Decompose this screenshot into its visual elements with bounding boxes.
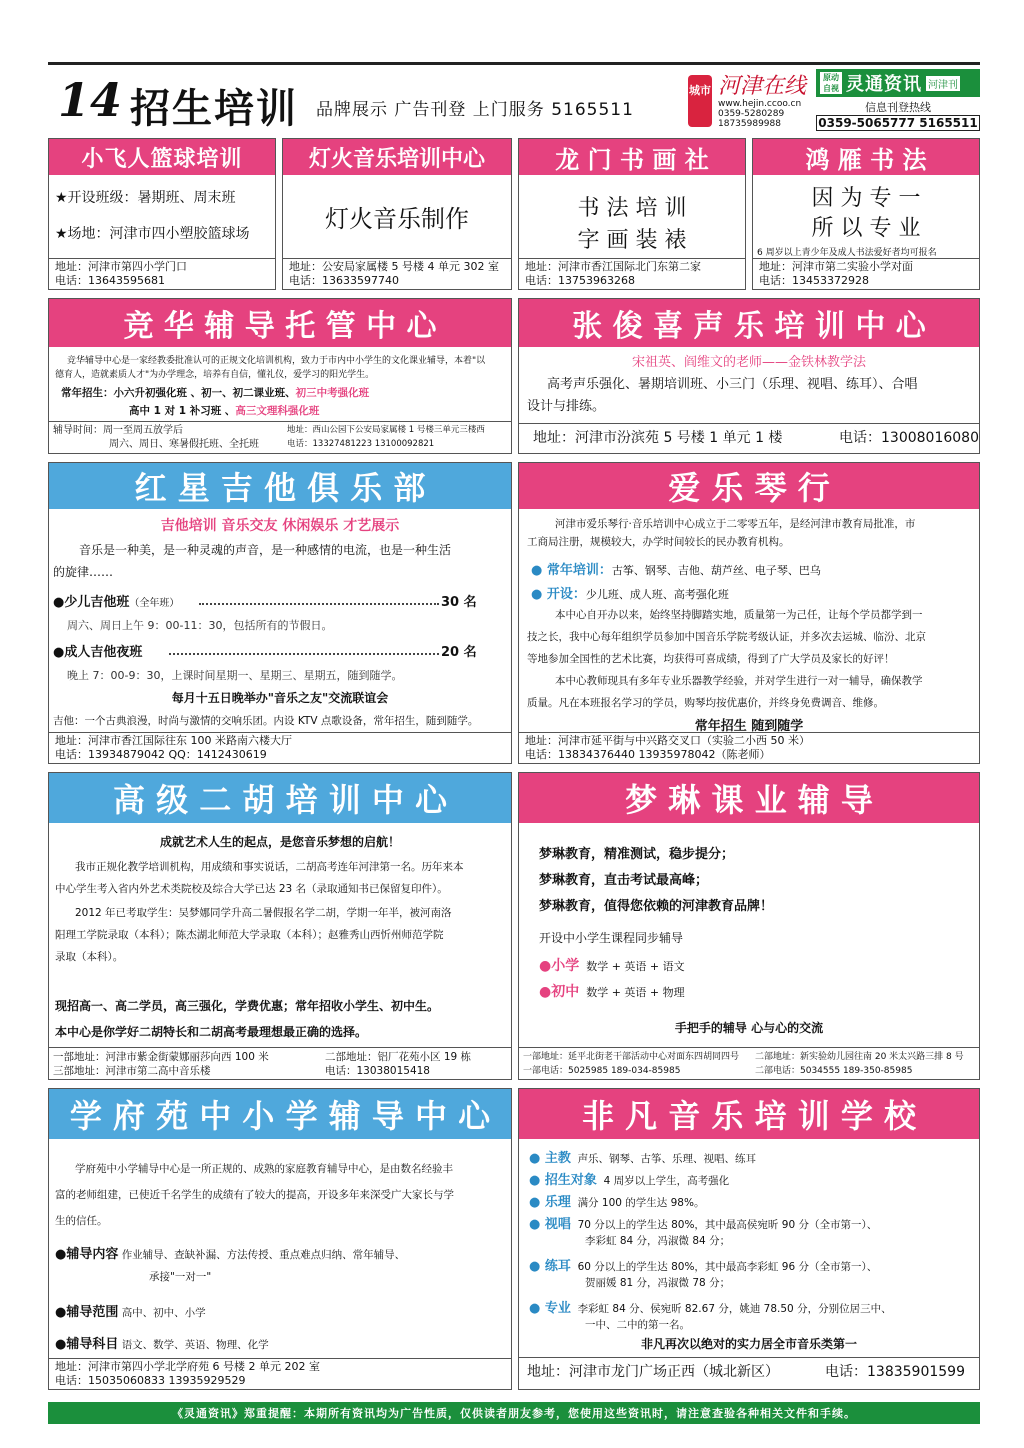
ad-contact [283,258,511,289]
ad-intro: 工商局注册，规模较大，办学时间较长的民办教育机构。 [527,536,790,548]
row-value: 4 周岁以上学生，高考强化 [603,1175,730,1187]
dot-leader [169,641,439,655]
row-value: 60 分以上的学生达 80%，其中最高李彩虹 96 分（全市第一）、 [577,1261,878,1273]
ad-body: 的旋律…… [53,565,114,579]
ad-time: 周六、周日、寒暑假托班、全托班 [109,439,259,450]
ad-para: 本中心是你学好二胡特长和二胡高考最理想最正确的选择。 [55,1025,368,1039]
ad-phone: 电话：13643595681 [55,274,165,287]
row-value: 李彩虹 84 分、侯宛昕 82.67 分，姚迪 78.50 分，分别位居三中、 [577,1303,892,1315]
ad-para: 质量。凡在本班报名学习的学员，购琴均按优惠价，并终身免费调音、维修。 [527,697,884,709]
ad-contact [519,1357,979,1389]
ad-address: 三部地址：河津市第二高中音乐楼 [53,1065,211,1077]
hejin-online-logo [688,69,816,129]
ad-address: 地址：西山公园下公安局家属楼 1 号楼三单元三楼西 [287,425,485,435]
row-value: 李彩虹 84 分，冯淑微 84 分； [585,1235,731,1247]
ad-time: 辅导时间：周一至周五放学后 [53,425,183,436]
ad-line: 字 画 装 裱 [577,228,687,253]
ad-address: 一部地址：延平北街老干部活动中心对面东四胡同四号 [523,1052,740,1062]
ad-erhu [48,772,512,1080]
course-label: ● 开设： [531,587,586,602]
ad-para: 富的老师组建，已使近千名学生的成绩有了较大的提高，开设多年来深受广大家长与学 [55,1189,454,1201]
ad-aile [518,462,980,764]
row-label: ● 主教 [529,1151,571,1166]
ad-title: 梦 琳 课 业 辅 导 [519,773,979,823]
row-value: 声乐、钢琴、古筝、乐理、视唱、练耳 [577,1153,757,1165]
class-name: ●成人吉他夜班 [53,645,143,660]
ad-hongyan [752,138,980,290]
ad-slogan: 手把手的辅导 心与心的交流 [674,1021,824,1035]
ad-line: 所 以 专 业 [811,216,921,241]
ad-title: 学 府 苑 中 小 学 辅 导 中 心 [49,1089,511,1139]
ad-line: ★场地：河津市四小塑胶篮球场 [55,226,250,242]
ad-title: 张 俊 喜 声 乐 培 训 中 心 [519,299,979,347]
ad-phone: 电话：13038015418 [325,1065,430,1077]
ad-closing: 非凡再次以绝对的实力居全市音乐类第一 [640,1337,857,1351]
course-list: 少儿班、成人班、高考强化班 [585,588,729,601]
ad-contact [753,258,979,289]
ad-subtitle: 吉他培训 音乐交友 休闲娱乐 才艺展示 [160,518,400,534]
ad-contact [519,1047,979,1079]
row-label: ● 乐理 [529,1195,571,1210]
logo2-hotline-label: 信息刊登热线 [865,101,931,114]
ad-hongxing [48,462,512,764]
ad-address: 地址：河津市汾滨苑 5 号楼 1 单元 1 楼 [533,430,783,446]
dot-leader [199,591,439,605]
logo1-name: 河津在线 [718,74,807,99]
ad-title: 爱 乐 琴 行 [519,463,979,509]
level-label: ●小学 [539,958,580,974]
ad-intro: 竞华辅导中心是一家经教委批准认可的正规文化培训机构，致力于市内中小学生的文化课业辅导，本着"以 [67,356,486,366]
row-value: 贺丽媛 81 分，冯淑微 78 分； [585,1277,731,1289]
ad-enroll: 常年招生 随到随学 [694,719,804,734]
ad-contact [49,1047,511,1079]
ad-main-text: 灯火音乐制作 [325,205,469,233]
ad-contact [49,258,275,289]
ad-phone: 电话：13835901599 [825,1364,965,1380]
class-count: 20 名 [441,645,477,660]
ad-address: 二部地址：新实验幼儿园往南 20 米太兴路三排 8 号 [755,1052,964,1062]
ad-title: 红 星 吉 他 俱 乐 部 [49,463,511,509]
lingtong-logo [816,69,980,131]
ad-body: 设计与排练。 [527,399,606,414]
ad-line: 因 为 专 一 [811,186,921,211]
ad-address: 地址：河津市延平街与中兴路交叉口（实验二小西 50 米） [525,734,810,747]
ad-address: 地址：河津市第二实验小学对面 [759,260,913,273]
ad-para: 2012 年已考取学生：吴梦娜同学升高二暑假报名学二胡，学期一年半，被河南洛 [75,907,452,919]
ad-title: 非 凡 音 乐 培 训 学 校 [519,1089,979,1139]
ad-line: 开设中小学生课程同步辅导 [539,931,684,945]
enroll-highlight: 高三文理科强化班 [235,405,320,417]
ad-line: 梦琳教育，值得您依赖的河津教育品牌！ [539,899,774,914]
ad-contact [49,1358,511,1389]
item-value: 承接"一对一" [149,1271,212,1283]
ad-address: 地址：河津市第四小学北学府苑 6 号楼 2 单元 202 室 [55,1360,320,1373]
ad-para: 等地参加全国性的艺术比赛，均获得可喜成绩，得到了广大学员及家长的好评！ [527,653,895,665]
ad-phone: 电话：13834376440 13935978042（陈老师） [525,748,771,761]
ad-note: 6 周岁以上青少年及成人书法爱好者均可报名 [757,248,937,258]
class-name: ●少儿吉他班 [53,595,130,610]
ad-para: 现招高一、高二学员，高三强化，学费优惠；常年招收小学生、初中生。 [55,999,440,1013]
logo1-phone2: 18735989988 [718,119,781,129]
ad-para: 本中心教师现具有多年专业乐器教学经验，并对学生进行一对一辅导，确保教学 [555,675,923,687]
ad-phone: 一部电话：5025985 189-034-85985 [523,1066,681,1076]
ad-contact [519,732,979,763]
class-count: 30 名 [441,595,477,610]
ad-contact [49,421,511,453]
enroll-classes: 高中 1 对 1 补习班 、 [129,405,236,417]
masthead-tagline: 品牌展示 广告刊登 上门服务 5165511 [316,100,634,120]
enroll-classes: 小六升初强化班 、初一、初二课业班、 [113,387,296,399]
ad-address: 地址：公安局家属楼 5 号楼 4 单元 302 室 [289,260,499,273]
ad-phone: 二部电话：5034555 189-350-85985 [755,1066,913,1076]
row-label: ● 专业 [529,1301,571,1316]
ad-address: 二部地址：铝厂花苑小区 19 栋 [325,1051,472,1063]
row-value: 满分 100 的学生达 98%。 [577,1197,705,1209]
ad-phone: 电话：13453372928 [759,274,869,287]
footer-notice: 《灵通资讯》郑重提醒：本期所有资讯均为广告性质，仅供读者朋友参考，您使用这些资讯时，请注意查验各种相关文件和手续。 [48,1402,980,1424]
logo1-phone1: 0359-5280289 [718,109,785,119]
ad-address: 一部地址：河津市紫金街蒙娜丽莎向西 100 米 [53,1051,269,1063]
row-label: ● 视唱 [529,1217,571,1232]
ad-para: 录取（本科）。 [55,951,124,963]
ad-phone: 电话：13327481223 13100092821 [287,439,435,449]
item-label: ●辅导科目 [55,1337,119,1352]
class-note: （全年班） [129,598,180,609]
ad-phone: 电话：15035060833 13935929529 [55,1374,246,1387]
ad-address: 地址：河津市龙门广场正西（城北新区） [527,1364,779,1380]
ad-contact [49,732,511,763]
ad-menglin [518,772,980,1080]
city-badge: 城市 [688,75,712,127]
logo1-url: www.hejin.ccoo.cn [718,99,802,109]
ad-title: 小飞人篮球培训 [49,139,275,175]
ad-title: 高 级 二 胡 培 训 中 心 [49,773,511,823]
ad-address: 地址：河津市第四小学门口 [55,260,187,273]
item-label: ●辅导范围 [55,1305,119,1320]
logo2-name: 灵通资讯 [846,74,922,95]
ad-address: 地址：河津市香江国际往东 100 米路南六楼大厅 [55,734,292,747]
logo2-hotline: 0359-5065777 5165511 [816,115,980,131]
ad-line: ★开设班级：暑期班、周末班 [55,190,236,206]
ad-title: 龙 门 书 画 社 [519,139,745,175]
ad-para: 阳理工学院录取（本科）；陈杰湖北师范大学录取（本科）；赵雅秀山西忻州师范学院 [55,929,444,941]
level-subjects: 数学 + 英语 + 语文 [586,960,685,973]
ad-address: 地址：河津市香江国际北门东第二家 [525,260,701,273]
ad-contact [519,423,979,453]
ad-body: 音乐是一种美，是一种灵魂的声音，是一种感情的电流，也是一种生活 [79,543,452,557]
item-value: 高中、初中、小学 [121,1307,206,1319]
ad-para: 技之长，我中心每年组织学员参加中国音乐学院考级认证，并多次去运城、临汾、北京 [527,631,926,643]
enroll-highlight: 初三中考强化班 [295,387,370,399]
item-label: ●辅导内容 [55,1247,119,1262]
row-value: 70 分以上的学生达 80%，其中最高侯宛昕 90 分（全市第一）、 [577,1219,878,1231]
row-label: ● 练耳 [529,1259,571,1274]
ad-title: 灯火音乐培训中心 [283,139,511,175]
ad-xiaofeiren [48,138,276,290]
enroll-label: 常年招生： [61,387,114,399]
ad-title: 竞 华 辅 导 托 管 中 心 [49,299,511,347]
ad-longmen [518,138,746,290]
ad-phone: 电话：13633597740 [289,274,399,287]
item-value: 语文、数学、英语、物理、化学 [121,1339,269,1351]
ad-xuefuyuan [48,1088,512,1390]
logo2-sub: 河津刊 [926,76,960,91]
ad-para: 中心学生考入省内外艺术类院校及综合大学已达 23 名（录取通知书已保留复印件）。 [55,883,448,895]
ad-para: 我市正规化教学培训机构，用成绩和事实说话，二胡高考连年河津第一名。历年来本 [75,861,464,873]
ad-subtitle: 宋祖英、阎维文的老师——金铁林教学法 [631,355,866,370]
ad-line: 书 法 培 训 [577,196,687,221]
ad-contact [519,258,745,289]
ad-title: 鸿 雁 书 法 [753,139,979,175]
ad-intro: 德育人，造就素质人才"为办学理念，培养有自信，懂礼仪，爱学习的阳光学生。 [55,370,375,380]
level-label: ●初中 [539,984,580,1000]
level-subjects: 数学 + 英语 + 物理 [586,986,685,999]
ad-line: 梦琳教育，直击考试最高峰； [539,873,709,888]
ad-phone: 电话：13934879042 QQ：1412430619 [55,748,267,761]
section-title: 招生培训 [130,86,298,132]
page-number: 14 [58,73,123,127]
ad-zhangjunxi [518,298,980,454]
course-label: ● 常年培训： [531,563,612,578]
ad-para: 学府苑中小学辅导中心是一所正规的、成熟的家庭教育辅导中心，是由数名经验丰 [75,1163,453,1175]
ad-phone: 电话：13008016080 [839,430,979,446]
item-value: 作业辅导、查缺补漏、方法传授、重点难点归纳、常年辅导、 [121,1249,406,1261]
ad-feifan [518,1088,980,1390]
course-list: 古筝、钢琴、吉他、葫芦丝、电子琴、巴乌 [611,564,821,577]
ad-para: 生的信任。 [55,1215,108,1227]
ad-event: 每月十五日晚举办"音乐之友"交流联谊会 [171,691,389,705]
ad-denghuo [282,138,512,290]
ad-line: 梦琳教育，精准测试，稳步提分； [539,847,735,862]
row-label: ● 招生对象 [529,1173,597,1188]
ad-jinghua [48,298,512,454]
row-value: 一中、二中的第一名。 [585,1319,690,1331]
class-time: 周六、周日上午 9：00-11：30，包括所有的节假日。 [67,619,333,632]
ad-para: 本中心自开办以来，始终坚持脚踏实地，质量第一为己任，让每个学员都学到一 [555,609,923,621]
ad-phone: 电话：13753963268 [525,274,635,287]
lingtong-icon: 原动 自视 [820,72,842,94]
ad-body: 高考声乐强化、暑期培训班、小三门（乐理、视唱、练耳）、合唱 [547,377,918,392]
class-time: 晚上 7：00-9：30，上课时间星期一、星期三、星期五，随到随学。 [67,669,403,682]
masthead [48,62,980,130]
ad-headline: 成就艺术人生的起点，是您音乐梦想的启航！ [159,835,400,849]
ad-desc: 吉他：一个古典浪漫，时尚与激情的交响乐团。内设 KTV 点歌设备，常年招生，随到随学。 [53,715,479,727]
ad-intro: 河津市爱乐琴行·音乐培训中心成立于二零零五年，是经河津市教育局批准，市 [555,518,916,530]
